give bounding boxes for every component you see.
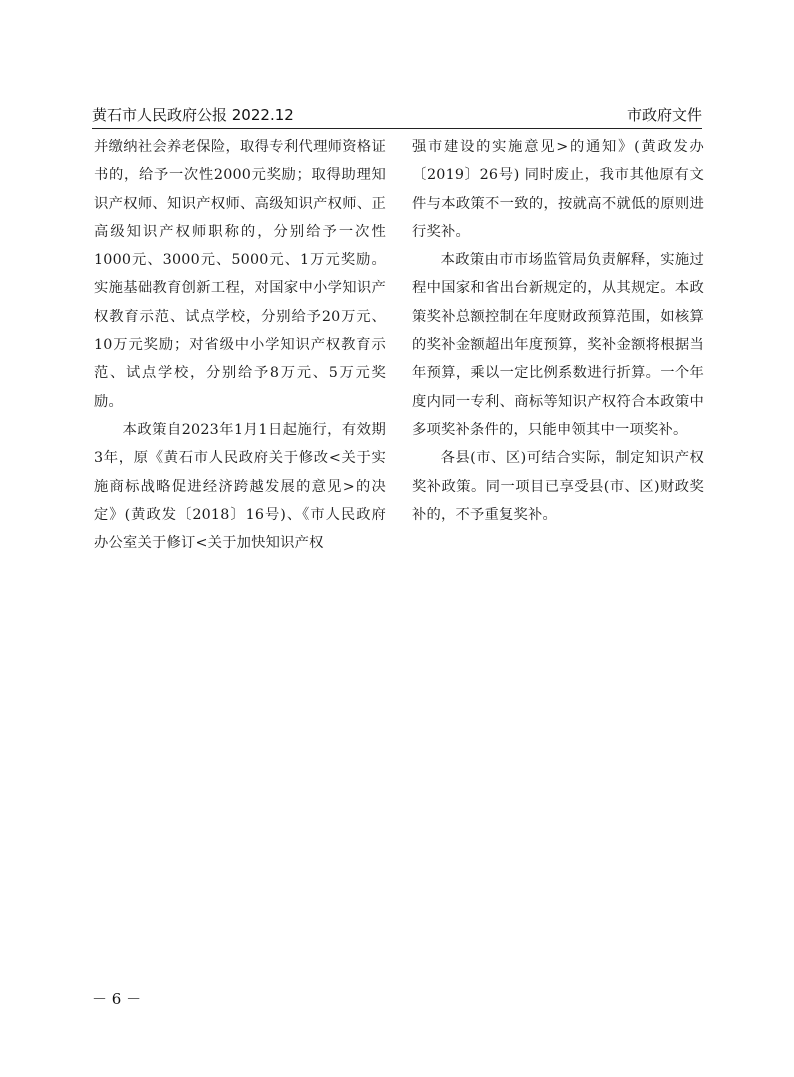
left-column [94, 133, 386, 557]
page-number: － 6 － [92, 990, 142, 1008]
section-title: 市政府文件 [626, 106, 702, 124]
right-paragraph-1: 强市建设的实施意见>的通知》(黄政发办〔2019〕26号) 同时废止，我市其他原有文件与本政策不一致的，按就高不就低的原则进行奖补。 [412, 139, 704, 240]
left-paragraph-2: 本政策自2023年1月1日起施行，有效期3年，原《黄石市人民政府关于修改<关于实施商标战略促进经济跨越发展的意见>的决定》(黄政发〔2018〕16号)、《市人民政府办公室关于修订<关于加快知识产权 [94, 421, 386, 552]
right-column [412, 133, 704, 529]
right-paragraph-3: 各县(市、区)可结合实际，制定知识产权奖补政策。同一项目已享受县(市、区)财政奖补的，不予重复奖补。 [412, 450, 704, 523]
page-header [92, 104, 702, 129]
left-paragraph-1: 并缴纳社会养老保险，取得专利代理师资格证书的，给予一次性2000元奖励；取得助理知识产权师、知识产权师、高级知识产权师、正高级知识产权师职称的，分别给予一次性1000元、3000元、5000元、1万元奖励。实施基础教育创新工程，对国家中小学知识产权教育示范、试点学校，分别给予20万元、10万元奖励；对省级中小学知识产权教育示范、试点学校，分别给予8万元、5万元奖励。 [94, 139, 386, 410]
right-paragraph-2: 本政策由市市场监管局负责解释，实施过程中国家和省出台新规定的，从其规定。本政策奖补总额控制在年度财政预算范围，如核算的奖补金额超出年度预算，奖补金额将根据当年预算，乘以一定比例系数进行折算。一个年度内同一专利、商标等知识产权符合本政策中多项奖补条件的，只能申领其中一项奖补。 [412, 252, 704, 438]
publication-title: 黄石市人民政府公报 2022.12 [92, 106, 294, 124]
